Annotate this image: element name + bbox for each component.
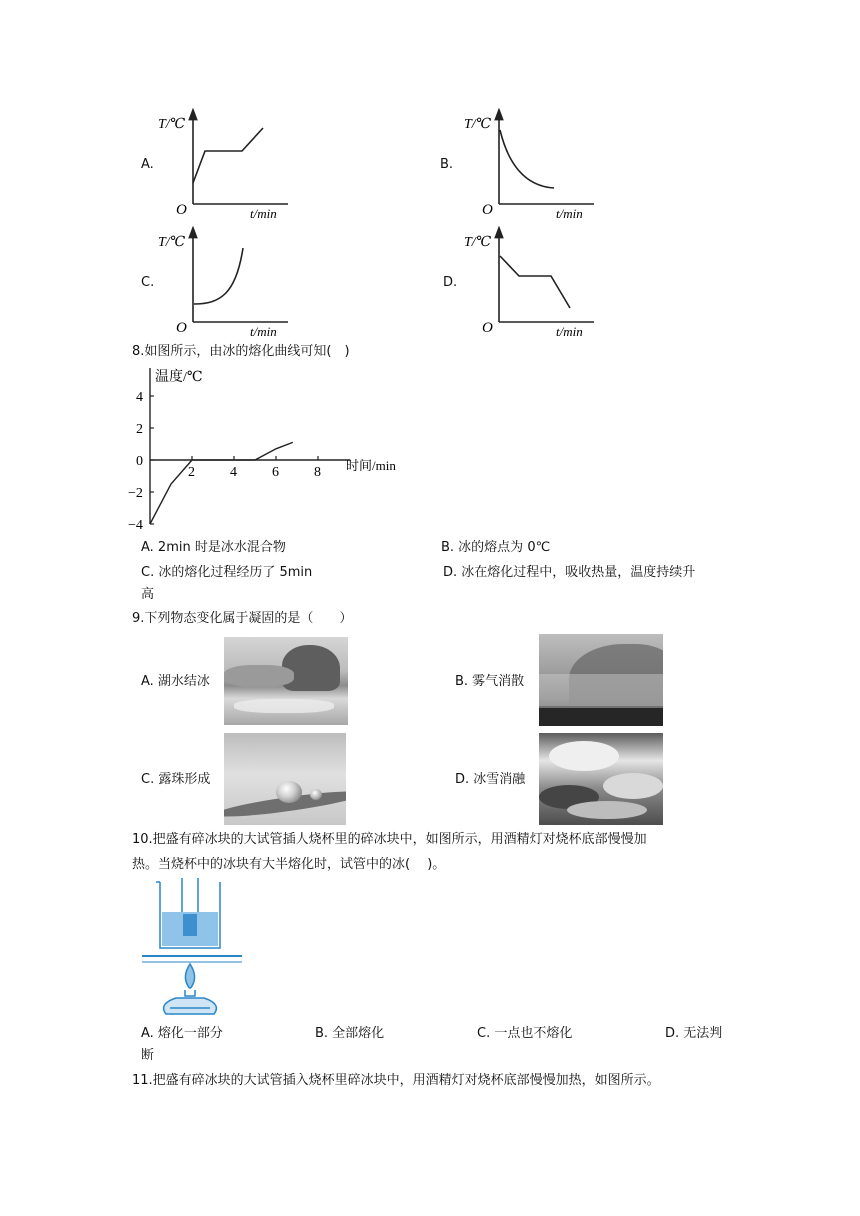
graph-a <box>150 108 300 223</box>
q10-stem-line1: 10.把盛有碎冰块的大试管插人烧杯里的碎冰块中，如图所示，用酒精灯对烧杯底部慢慢加 <box>132 832 647 847</box>
alcohol-lamp-beaker-figure <box>138 878 248 1020</box>
series-line-ice <box>150 442 293 524</box>
q8-stem: 8.如图所示，由冰的熔化曲线可知( ) <box>132 344 350 359</box>
q9-option-c[interactable]: C. 露珠形成 <box>141 772 211 787</box>
x-axis-label: t/min <box>250 206 277 221</box>
q8-option-c[interactable]: C. 冰的熔化过程经历了 5min <box>141 565 313 580</box>
dewdrop-photo <box>224 733 346 825</box>
q8-option-a[interactable]: A. 2min 时是冰水混合物 <box>141 540 286 555</box>
y-tick-label: −2 <box>128 486 143 501</box>
q8-option-d[interactable]: D. 冰在熔化过程中，吸收热量，温度持续升 <box>443 565 696 580</box>
y-axis-label: T/℃ <box>158 235 186 250</box>
q8-option-b[interactable]: B. 冰的熔点为 0℃ <box>441 540 551 555</box>
origin-label: O <box>176 320 187 336</box>
origin-label: O <box>482 320 493 336</box>
q10-option-c[interactable]: C. 一点也不熔化 <box>477 1026 573 1041</box>
q11-stem: 11.把盛有碎冰块的大试管插入烧杯里碎冰块中，用酒精灯对烧杯底部慢慢加热，如图所示。 <box>132 1073 660 1088</box>
y-axis-label: T/℃ <box>464 235 492 250</box>
q10-stem-line2: 热。当烧杯中的冰块有大半熔化时，试管中的冰( )。 <box>132 857 446 872</box>
q9-option-d[interactable]: D. 冰雪消融 <box>455 772 526 787</box>
graph-c <box>150 226 300 341</box>
fog-photo <box>539 634 663 726</box>
option-letter: D. <box>443 275 458 290</box>
x-tick-label: 8 <box>314 465 321 480</box>
origin-label: O <box>176 202 187 218</box>
frozen-lake-photo <box>224 637 348 725</box>
melting-snow-photo <box>539 733 663 825</box>
x-axis-label: t/min <box>556 324 583 339</box>
y-tick-label: 2 <box>136 422 143 437</box>
y-tick-label: −4 <box>128 518 143 533</box>
option-letter: C. <box>141 275 155 290</box>
y-tick-label: 4 <box>136 390 143 405</box>
option-letter: A. <box>141 157 154 172</box>
q9-option-b[interactable]: B. 雾气消散 <box>455 674 525 689</box>
q10-option-d[interactable]: D. 无法判 <box>665 1026 723 1041</box>
y-axis-label: T/℃ <box>158 117 186 132</box>
x-tick-label: 6 <box>272 465 279 480</box>
q9-stem: 9.下列物态变化属于凝固的是（ ） <box>132 611 353 626</box>
option-letter: B. <box>440 157 454 172</box>
x-axis-title: 时间/min <box>346 458 396 473</box>
x-axis-label: t/min <box>556 206 583 221</box>
q10-option-b[interactable]: B. 全部熔化 <box>315 1026 385 1041</box>
y-axis-label: T/℃ <box>464 117 492 132</box>
q10-option-a[interactable]: A. 熔化一部分 <box>141 1026 223 1041</box>
q10-option-d-continued: 断 <box>141 1048 155 1063</box>
q9-option-a[interactable]: A. 湖水结冰 <box>141 674 210 689</box>
graph-d <box>456 226 606 341</box>
y-tick-label: 0 <box>136 454 143 469</box>
x-tick-label: 4 <box>230 465 237 480</box>
q8-melting-chart <box>120 364 420 534</box>
origin-label: O <box>482 202 493 218</box>
x-axis-label: t/min <box>250 324 277 339</box>
graph-b <box>456 108 606 223</box>
x-tick-label: 2 <box>188 465 195 480</box>
y-axis-title: 温度/℃ <box>155 370 203 385</box>
q8-option-d-continued: 高 <box>141 587 155 602</box>
